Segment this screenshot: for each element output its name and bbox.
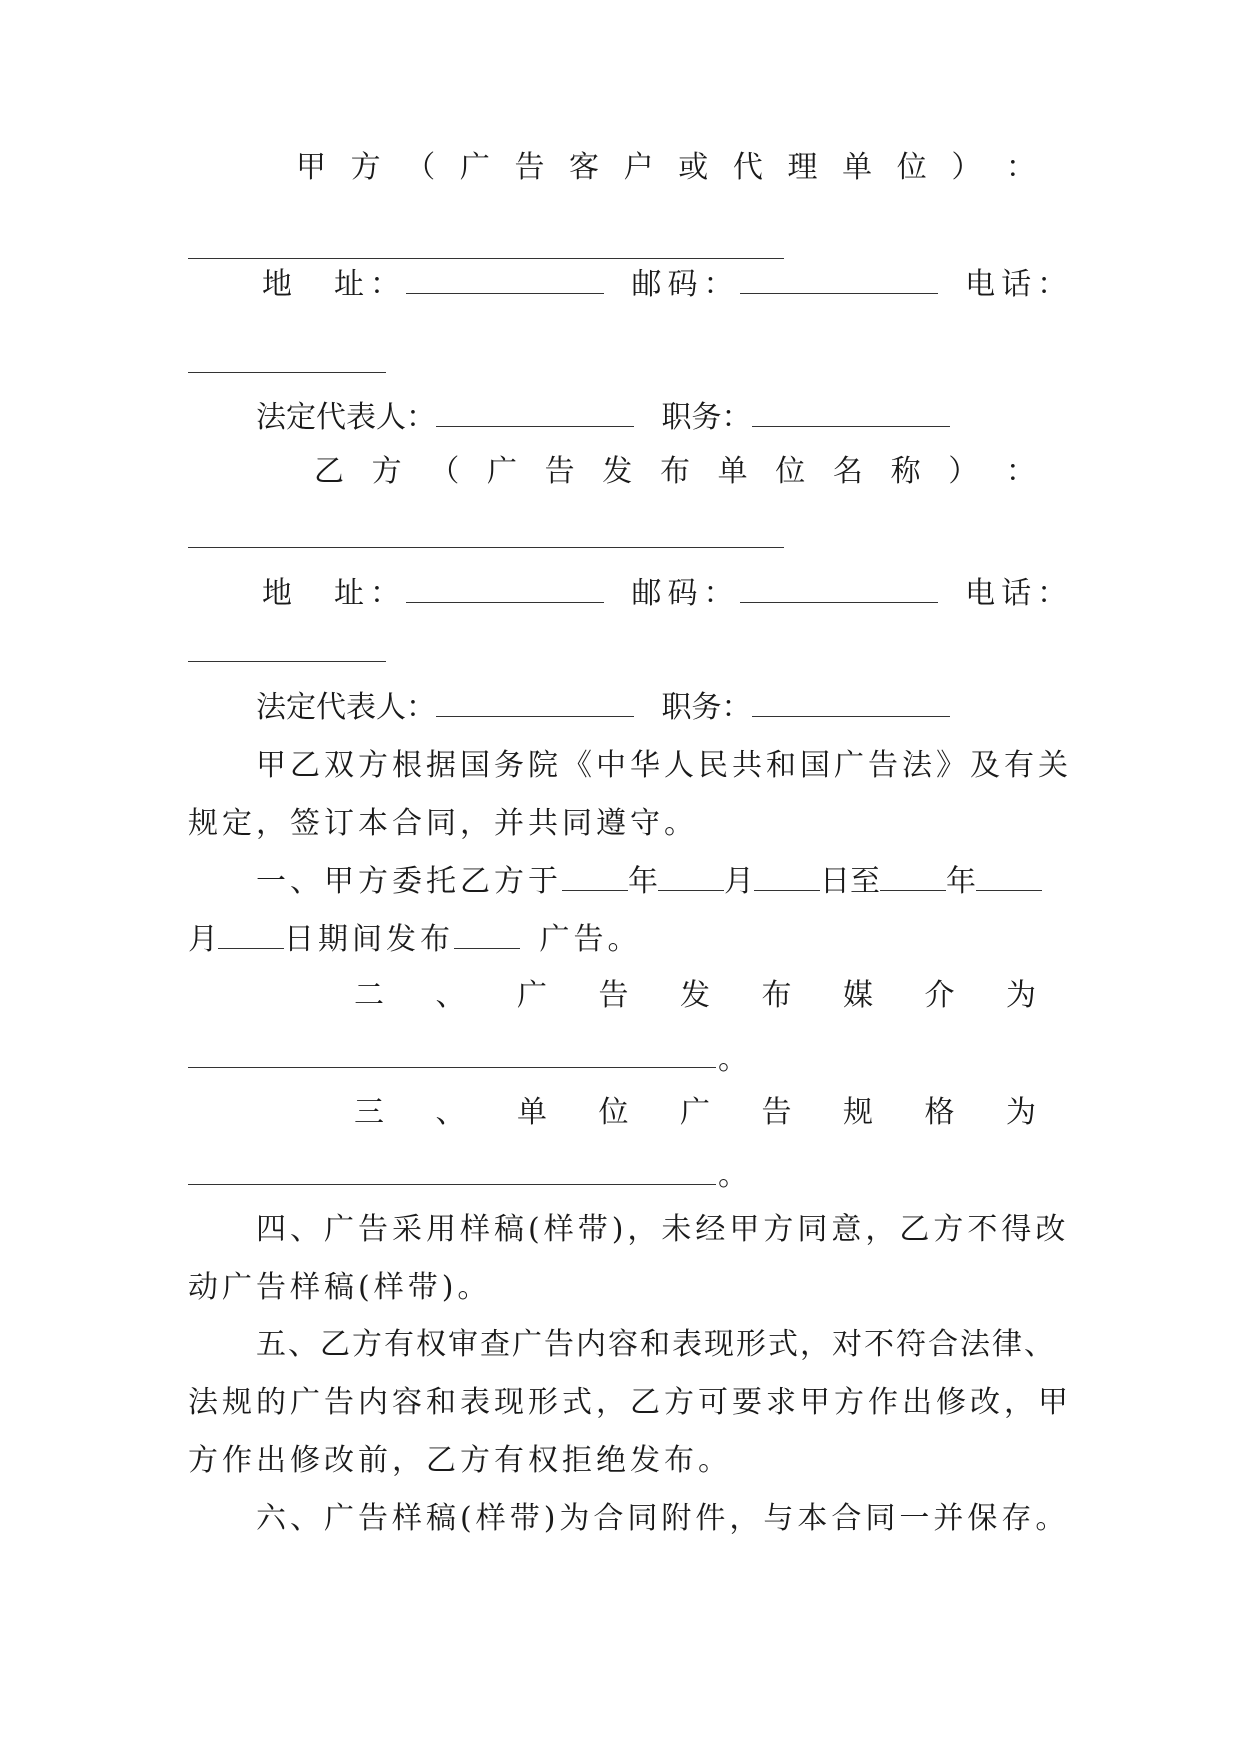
heading-char: 单 [842, 150, 873, 185]
spec-blank [188, 1184, 716, 1185]
phone-label: 电话： [965, 267, 1074, 302]
heading-char: 方 [371, 454, 402, 489]
heading-char: 客 [569, 150, 600, 185]
clause-2-end: 。 [718, 1042, 748, 1077]
heading-char: 或 [678, 150, 709, 185]
preamble-line-2: 规定，签订本合同，并共同遵守。 [188, 806, 698, 841]
clause-3-end: 。 [718, 1158, 748, 1193]
heading-char: 告 [514, 150, 545, 185]
day-blank [218, 920, 284, 949]
clause-char: 发 [680, 978, 710, 1013]
year-label: 年 [946, 864, 976, 899]
clause-1-line-2 [188, 920, 1051, 960]
clause-char: 二 [354, 978, 384, 1013]
party-b-phone-blank [188, 661, 386, 662]
address-blank [406, 265, 604, 294]
clause-5-line-3: 方作出修改前，乙方有权拒绝发布。 [188, 1443, 732, 1478]
clause-char: 为 [1006, 1095, 1036, 1130]
position-blank [752, 398, 950, 427]
heading-char: 位 [896, 150, 927, 185]
party-b-contact-line [262, 574, 1074, 614]
position-label: 职务： [661, 690, 752, 725]
address-label: 地 址： [262, 267, 406, 302]
postcode-blank [740, 265, 938, 294]
heading-char: 广 [459, 150, 490, 185]
clause-3-heading [354, 1093, 1036, 1133]
postcode-label: 邮码： [631, 576, 740, 611]
clause-char: 格 [924, 1095, 955, 1130]
legal-rep-label: 法定代表人： [256, 400, 436, 435]
address-label: 地 址： [262, 576, 406, 611]
clause-4-line-1: 四、广告采用样稿(样带)，未经甲方同意，乙方不得改 [256, 1212, 1070, 1247]
heading-char: ） [948, 454, 979, 489]
clause-5-line-2: 法规的广告内容和表现形式，乙方可要求甲方作出修改，甲 [188, 1385, 1072, 1420]
clause-char: 位 [598, 1095, 629, 1130]
clause-char: 介 [924, 978, 955, 1013]
clause-2-heading [354, 976, 1036, 1016]
ad-type-blank [454, 920, 520, 949]
heading-char: 甲 [296, 150, 326, 185]
day-blank [754, 862, 820, 891]
heading-char: 户 [623, 150, 654, 185]
clause-1-line-1 [256, 862, 1056, 902]
legal-rep-blank [436, 688, 634, 717]
month-label: 月 [724, 864, 754, 899]
legal-rep-blank [436, 398, 634, 427]
heading-char: 名 [832, 454, 863, 489]
clause-char: 三 [354, 1095, 384, 1130]
party-a-name-blank [188, 258, 784, 259]
clause-char: 单 [517, 1095, 547, 1130]
heading-char: 理 [787, 150, 818, 185]
clause-4-line-2: 动广告样稿(样带)。 [188, 1270, 492, 1305]
heading-char: ： [1005, 454, 1036, 489]
clause-char: 告 [761, 1095, 792, 1130]
clause-char: 为 [1006, 978, 1036, 1013]
year-label: 年 [628, 864, 658, 899]
heading-char: 布 [659, 454, 690, 489]
party-b-heading [314, 452, 1036, 492]
month-blank [658, 862, 724, 891]
clause-char: 媒 [843, 978, 873, 1013]
position-label: 职务： [661, 400, 752, 435]
position-blank [752, 688, 950, 717]
clause-1-prefix: 一、甲方委托乙方于 [256, 864, 562, 899]
heading-char: 告 [544, 454, 575, 489]
heading-char: 广 [486, 454, 517, 489]
preamble-line-1: 甲乙双方根据国务院《中华人民共和国广告法》及有关 [256, 748, 1072, 783]
party-b-name-blank [188, 547, 784, 548]
clause-char: 布 [761, 978, 792, 1013]
heading-char: 乙 [314, 454, 344, 489]
month-blank [976, 862, 1042, 891]
media-blank [188, 1067, 716, 1068]
party-a-rep-line [256, 398, 1056, 438]
clause-5-line-1: 五、乙方有权审查广告内容和表现形式，对不符合法律、 [256, 1327, 1056, 1362]
day-to-label: 日至 [820, 864, 880, 899]
postcode-label: 邮码： [631, 267, 740, 302]
party-a-phone-blank [188, 372, 386, 373]
heading-char: ） [951, 150, 982, 185]
period-text: 日期间发布 [284, 922, 454, 957]
heading-char: ： [1005, 150, 1036, 185]
heading-char: 位 [775, 454, 806, 489]
ad-label: 广告。 [539, 922, 642, 957]
heading-char: 发 [602, 454, 633, 489]
party-a-contact-line [262, 265, 1074, 305]
month-label: 月 [188, 922, 218, 957]
address-blank [406, 574, 604, 603]
heading-char: 方 [350, 150, 381, 185]
year-blank [562, 862, 628, 891]
clause-char: 广 [680, 1095, 710, 1130]
phone-label: 电话： [965, 576, 1074, 611]
clause-6-line-1: 六、广告样稿(样带)为合同附件，与本合同一并保存。 [256, 1501, 1070, 1536]
party-b-rep-line [256, 688, 1056, 728]
year-blank [880, 862, 946, 891]
heading-char: 称 [890, 454, 921, 489]
legal-rep-label: 法定代表人： [256, 690, 436, 725]
heading-char: 代 [732, 150, 763, 185]
clause-char: 规 [843, 1095, 873, 1130]
postcode-blank [740, 574, 938, 603]
heading-char: （ [429, 454, 460, 489]
party-a-heading [296, 148, 1036, 188]
heading-char: 单 [717, 454, 748, 489]
clause-char: 、 [435, 978, 466, 1013]
clause-char: 告 [598, 978, 629, 1013]
clause-char: 广 [517, 978, 547, 1013]
clause-char: 、 [435, 1095, 466, 1130]
heading-char: （ [405, 150, 436, 185]
